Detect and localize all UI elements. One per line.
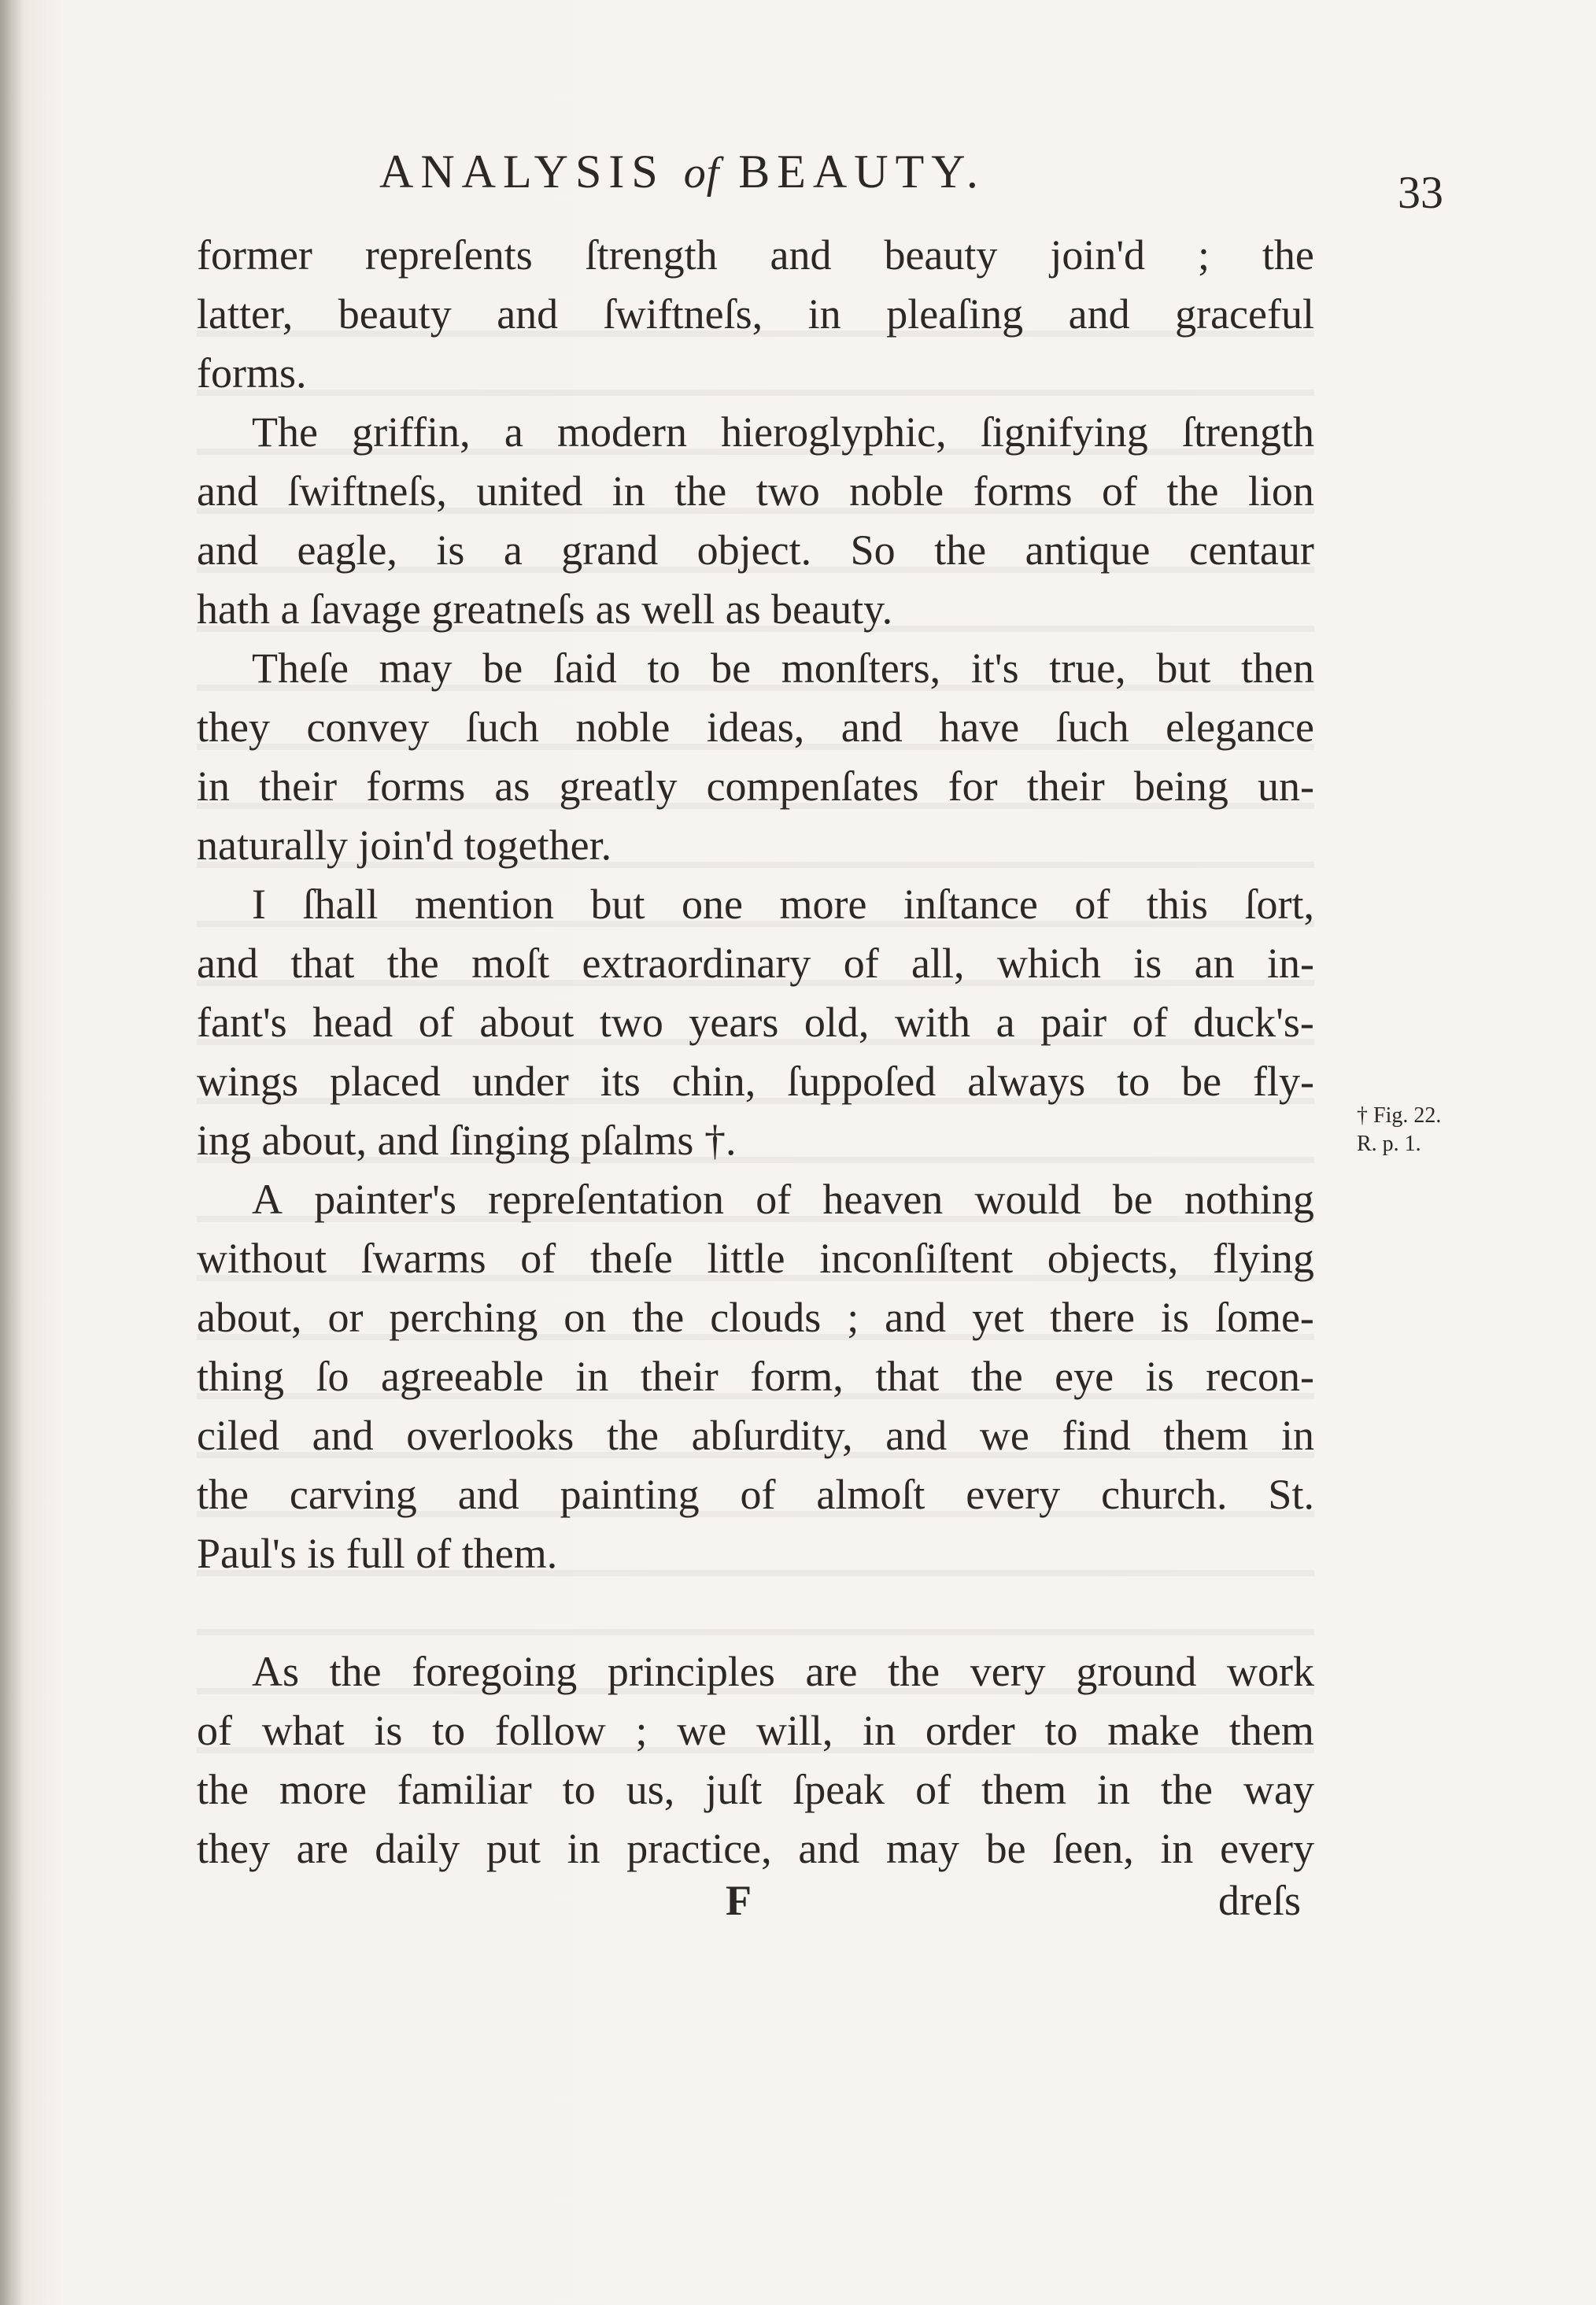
word: that bbox=[875, 1353, 940, 1400]
word: about bbox=[479, 999, 574, 1046]
word: it's bbox=[970, 645, 1019, 692]
word: fly- bbox=[1253, 1058, 1314, 1105]
word: the bbox=[970, 1353, 1023, 1400]
word: without bbox=[197, 1235, 327, 1282]
word: noble bbox=[575, 704, 671, 751]
word: their bbox=[1026, 763, 1105, 810]
word: A bbox=[252, 1176, 283, 1223]
word: of bbox=[740, 1471, 776, 1518]
word: ground bbox=[1076, 1648, 1197, 1695]
word: we bbox=[677, 1707, 727, 1754]
word: juſt bbox=[705, 1766, 763, 1813]
word: to bbox=[1044, 1707, 1078, 1754]
word: hieroglyphic, bbox=[721, 408, 947, 456]
word: church. bbox=[1101, 1471, 1228, 1518]
word: in bbox=[1280, 1412, 1314, 1459]
word: ; bbox=[847, 1294, 859, 1341]
text-line bbox=[197, 1347, 1314, 1406]
word: be bbox=[482, 645, 523, 692]
text-line bbox=[197, 1760, 1314, 1819]
word: extraordinary bbox=[582, 940, 811, 987]
word: an bbox=[1194, 940, 1235, 987]
word: pleaſing bbox=[886, 290, 1024, 338]
word: forms bbox=[366, 763, 466, 810]
word: ſuppoſed bbox=[787, 1058, 937, 1105]
word: find bbox=[1062, 1412, 1131, 1459]
word: compenſates bbox=[706, 763, 919, 810]
word: all, bbox=[911, 940, 965, 987]
word: beauty bbox=[338, 290, 452, 338]
margin-note-line: R. p. 1. bbox=[1357, 1132, 1421, 1156]
text-line bbox=[197, 639, 1314, 698]
word: two bbox=[599, 999, 663, 1046]
word: centaur bbox=[1188, 526, 1314, 574]
word: to bbox=[1117, 1058, 1151, 1105]
word: us, bbox=[626, 1766, 675, 1813]
word: of bbox=[1132, 999, 1168, 1046]
word: every bbox=[1220, 1825, 1314, 1872]
word: and bbox=[197, 526, 258, 574]
word: they bbox=[197, 1825, 270, 1872]
word: agreeable bbox=[381, 1353, 544, 1400]
word: principles bbox=[607, 1648, 775, 1695]
word: eye bbox=[1055, 1353, 1114, 1400]
word: of bbox=[843, 940, 879, 987]
word: in bbox=[1097, 1766, 1131, 1813]
word: ſignifying bbox=[980, 408, 1148, 456]
word: Theſe bbox=[252, 645, 349, 692]
word: of bbox=[1074, 881, 1110, 928]
word: and bbox=[885, 1412, 948, 1459]
word: order bbox=[925, 1707, 1015, 1754]
word: then bbox=[1240, 645, 1314, 692]
word: placed bbox=[329, 1058, 441, 1105]
text-line: ing about, and ſinging pſalms †. bbox=[197, 1117, 737, 1164]
word: of bbox=[520, 1235, 556, 1282]
text-line bbox=[197, 1642, 1314, 1701]
word: foregoing bbox=[412, 1648, 578, 1695]
word: As bbox=[252, 1648, 300, 1695]
word: is bbox=[1160, 1294, 1189, 1341]
word: the bbox=[888, 1648, 940, 1695]
text-line bbox=[197, 1170, 1314, 1229]
word: ſuch bbox=[465, 704, 539, 751]
word: but bbox=[590, 881, 645, 928]
word: two bbox=[756, 467, 820, 515]
word: the bbox=[197, 1471, 249, 1518]
word: but bbox=[1156, 645, 1211, 692]
word: convey bbox=[306, 704, 430, 751]
word: their bbox=[259, 763, 338, 810]
text-line: forms. bbox=[197, 349, 307, 397]
word: we bbox=[979, 1412, 1029, 1459]
word: what bbox=[261, 1707, 345, 1754]
word: the bbox=[674, 467, 727, 515]
word: with bbox=[895, 999, 971, 1046]
word: and bbox=[798, 1825, 860, 1872]
word: this bbox=[1146, 881, 1208, 928]
margin-note bbox=[1357, 1102, 1441, 1158]
word: the bbox=[1262, 231, 1314, 279]
word: ſome- bbox=[1214, 1294, 1314, 1341]
word: antique bbox=[1025, 526, 1151, 574]
word: object. bbox=[696, 526, 812, 574]
word: ſeen, bbox=[1052, 1825, 1134, 1872]
word: are bbox=[296, 1825, 349, 1872]
word: and bbox=[312, 1412, 374, 1459]
text-line: hath a ſavage greatneſs as well as beauty. bbox=[197, 585, 893, 633]
text-line bbox=[197, 1465, 1314, 1524]
word: every bbox=[966, 1471, 1061, 1518]
word: to bbox=[647, 645, 681, 692]
text-line bbox=[197, 1701, 1314, 1760]
word: or bbox=[327, 1294, 364, 1341]
word: more bbox=[279, 1766, 367, 1813]
word: may bbox=[379, 645, 453, 692]
word: ſpeak bbox=[792, 1766, 885, 1813]
text-line bbox=[197, 226, 1314, 285]
word: greatly bbox=[559, 763, 678, 810]
body-text bbox=[197, 226, 1314, 1878]
word: more bbox=[779, 881, 867, 928]
text-line bbox=[197, 403, 1314, 462]
word: years bbox=[689, 999, 779, 1046]
word: noble bbox=[849, 467, 944, 515]
word: the bbox=[934, 526, 987, 574]
word: ſort, bbox=[1244, 881, 1314, 928]
word: as bbox=[494, 763, 530, 810]
word: to bbox=[562, 1766, 596, 1813]
word: the bbox=[632, 1294, 685, 1341]
word: repreſents bbox=[364, 231, 533, 279]
word: theſe bbox=[589, 1235, 673, 1282]
word: forms bbox=[973, 467, 1073, 515]
word: graceful bbox=[1175, 290, 1314, 338]
word: eagle, bbox=[297, 526, 397, 574]
word: daily bbox=[375, 1825, 460, 1872]
word: will, bbox=[756, 1707, 833, 1754]
word: thing bbox=[197, 1353, 285, 1400]
word: painter's bbox=[314, 1176, 456, 1223]
text-line bbox=[197, 521, 1314, 580]
word: The bbox=[252, 408, 318, 456]
word: ſtrength bbox=[1182, 408, 1314, 456]
word: ſwiftneſs, bbox=[287, 467, 447, 515]
word: in bbox=[611, 467, 645, 515]
word: in bbox=[567, 1825, 600, 1872]
word: heaven bbox=[822, 1176, 944, 1223]
word: which bbox=[996, 940, 1101, 987]
word: ciled bbox=[197, 1412, 279, 1459]
word: they bbox=[197, 704, 270, 751]
word: ſwarms bbox=[360, 1235, 486, 1282]
word: repreſentation bbox=[488, 1176, 724, 1223]
word: the bbox=[329, 1648, 382, 1695]
word: be bbox=[711, 645, 752, 692]
running-head bbox=[379, 146, 985, 198]
text-line bbox=[197, 462, 1314, 521]
word: ſwiftneſs, bbox=[603, 290, 763, 338]
word: follow bbox=[494, 1707, 606, 1754]
text-line bbox=[197, 285, 1314, 344]
word: moſt bbox=[471, 940, 550, 987]
word: the bbox=[386, 940, 439, 987]
word: their bbox=[640, 1353, 719, 1400]
word: be bbox=[1181, 1058, 1222, 1105]
catchword: dreſs bbox=[1218, 1877, 1301, 1924]
word: being bbox=[1133, 763, 1228, 810]
word: ; bbox=[1197, 231, 1210, 279]
word: the bbox=[1166, 467, 1219, 515]
word: un- bbox=[1257, 763, 1314, 810]
word: ſo bbox=[316, 1353, 349, 1400]
word: have bbox=[939, 704, 1020, 751]
word: head bbox=[312, 999, 393, 1046]
word: and bbox=[770, 231, 832, 279]
word: pair bbox=[1040, 999, 1107, 1046]
word: old, bbox=[804, 999, 870, 1046]
text-line bbox=[197, 1406, 1314, 1465]
word: join'd bbox=[1050, 231, 1146, 279]
word: almoſt bbox=[816, 1471, 925, 1518]
word: the bbox=[606, 1412, 659, 1459]
word: recon- bbox=[1206, 1353, 1314, 1400]
word: ſaid bbox=[552, 645, 617, 692]
signature-mark: F bbox=[726, 1877, 752, 1924]
word: lion bbox=[1247, 467, 1314, 515]
text-line bbox=[197, 757, 1314, 816]
word: of bbox=[756, 1176, 792, 1223]
running-head-of: of bbox=[683, 149, 720, 198]
word: its bbox=[600, 1058, 641, 1105]
word: inſtance bbox=[903, 881, 1038, 928]
word: in- bbox=[1267, 940, 1314, 987]
word: St. bbox=[1268, 1471, 1314, 1518]
word: and bbox=[197, 940, 258, 987]
word: form, bbox=[750, 1353, 844, 1400]
word: under bbox=[471, 1058, 569, 1105]
word: I bbox=[252, 881, 266, 928]
word: practice, bbox=[626, 1825, 772, 1872]
word: are bbox=[805, 1648, 858, 1695]
text-line bbox=[197, 698, 1314, 757]
word: flying bbox=[1212, 1235, 1314, 1282]
page-number: 33 bbox=[1398, 167, 1443, 218]
word: is bbox=[1133, 940, 1162, 987]
word: familiar bbox=[397, 1766, 532, 1813]
word: elegance bbox=[1166, 704, 1314, 751]
word: in bbox=[197, 763, 231, 810]
word: a bbox=[503, 526, 523, 574]
text-line bbox=[197, 1229, 1314, 1288]
text-line bbox=[197, 1288, 1314, 1347]
word: chin, bbox=[671, 1058, 756, 1105]
word: make bbox=[1107, 1707, 1200, 1754]
word: griffin, bbox=[352, 408, 471, 456]
word: ſuch bbox=[1055, 704, 1129, 751]
word: there bbox=[1050, 1294, 1135, 1341]
text-line bbox=[197, 1052, 1314, 1111]
word: inconſiſtent bbox=[819, 1235, 1014, 1282]
word: abſurdity, bbox=[691, 1412, 853, 1459]
text-line: naturally join'd together. bbox=[197, 822, 612, 869]
text-line bbox=[197, 993, 1314, 1052]
word: to bbox=[432, 1707, 466, 1754]
word: in bbox=[575, 1353, 609, 1400]
word: is bbox=[1145, 1353, 1174, 1400]
word: would bbox=[974, 1176, 1081, 1223]
word: is bbox=[436, 526, 465, 574]
word: of bbox=[418, 999, 454, 1046]
word: them bbox=[1163, 1412, 1249, 1459]
word: of bbox=[1102, 467, 1138, 515]
word: ſhall bbox=[302, 881, 379, 928]
word: overlooks bbox=[406, 1412, 574, 1459]
word: former bbox=[197, 231, 312, 279]
word: in bbox=[1160, 1825, 1194, 1872]
word: may bbox=[885, 1825, 959, 1872]
word: objects, bbox=[1047, 1235, 1179, 1282]
word: yet bbox=[972, 1294, 1025, 1341]
word: is bbox=[374, 1707, 403, 1754]
word: always bbox=[967, 1058, 1086, 1105]
word: them bbox=[981, 1766, 1067, 1813]
word: monſters, bbox=[781, 645, 941, 692]
text-line bbox=[197, 1819, 1314, 1878]
word: united bbox=[476, 467, 583, 515]
word: put bbox=[486, 1825, 541, 1872]
word: and bbox=[197, 467, 258, 515]
word: beauty bbox=[884, 231, 998, 279]
word: in bbox=[807, 290, 841, 338]
word: of bbox=[915, 1766, 951, 1813]
text-line bbox=[197, 934, 1314, 993]
word: true, bbox=[1049, 645, 1126, 692]
running-head-right: BEAUTY. bbox=[738, 146, 985, 198]
word: of bbox=[197, 1707, 232, 1754]
word: that bbox=[290, 940, 355, 987]
word: painting bbox=[560, 1471, 700, 1518]
word: be bbox=[985, 1825, 1026, 1872]
word: one bbox=[682, 881, 743, 928]
word: and bbox=[840, 704, 903, 751]
word: a bbox=[996, 999, 1015, 1046]
word: clouds bbox=[710, 1294, 822, 1341]
word: in bbox=[863, 1707, 896, 1754]
word: perching bbox=[389, 1294, 538, 1341]
gutter-shadow bbox=[0, 0, 24, 2305]
word: them bbox=[1228, 1707, 1314, 1754]
word: grand bbox=[561, 526, 659, 574]
word: the bbox=[197, 1766, 249, 1813]
word: the bbox=[1161, 1766, 1214, 1813]
word: about, bbox=[197, 1294, 302, 1341]
word: wings bbox=[197, 1058, 299, 1105]
word: on bbox=[563, 1294, 607, 1341]
word: little bbox=[707, 1235, 785, 1282]
text-line bbox=[197, 875, 1314, 934]
word: nothing bbox=[1184, 1176, 1314, 1223]
word: and bbox=[885, 1294, 947, 1341]
word: and bbox=[1068, 290, 1130, 338]
word: a bbox=[504, 408, 523, 456]
running-head-left: ANALYSIS bbox=[379, 146, 665, 198]
word: So bbox=[850, 526, 896, 574]
word: way bbox=[1243, 1766, 1314, 1813]
word: modern bbox=[557, 408, 687, 456]
word: and bbox=[497, 290, 559, 338]
word: ; bbox=[635, 1707, 648, 1754]
word: fant's bbox=[197, 999, 287, 1046]
word: work bbox=[1226, 1648, 1314, 1695]
word: ſtrength bbox=[585, 231, 718, 279]
word: ideas, bbox=[706, 704, 805, 751]
word: for bbox=[948, 763, 998, 810]
margin-note-line: † Fig. 22. bbox=[1357, 1103, 1442, 1128]
word: be bbox=[1112, 1176, 1153, 1223]
word: mention bbox=[415, 881, 554, 928]
word: duck's- bbox=[1193, 999, 1314, 1046]
word: and bbox=[457, 1471, 519, 1518]
word: very bbox=[970, 1648, 1046, 1695]
word: carving bbox=[289, 1471, 417, 1518]
word: latter, bbox=[197, 290, 294, 338]
text-line: Paul's is full of them. bbox=[197, 1530, 558, 1577]
